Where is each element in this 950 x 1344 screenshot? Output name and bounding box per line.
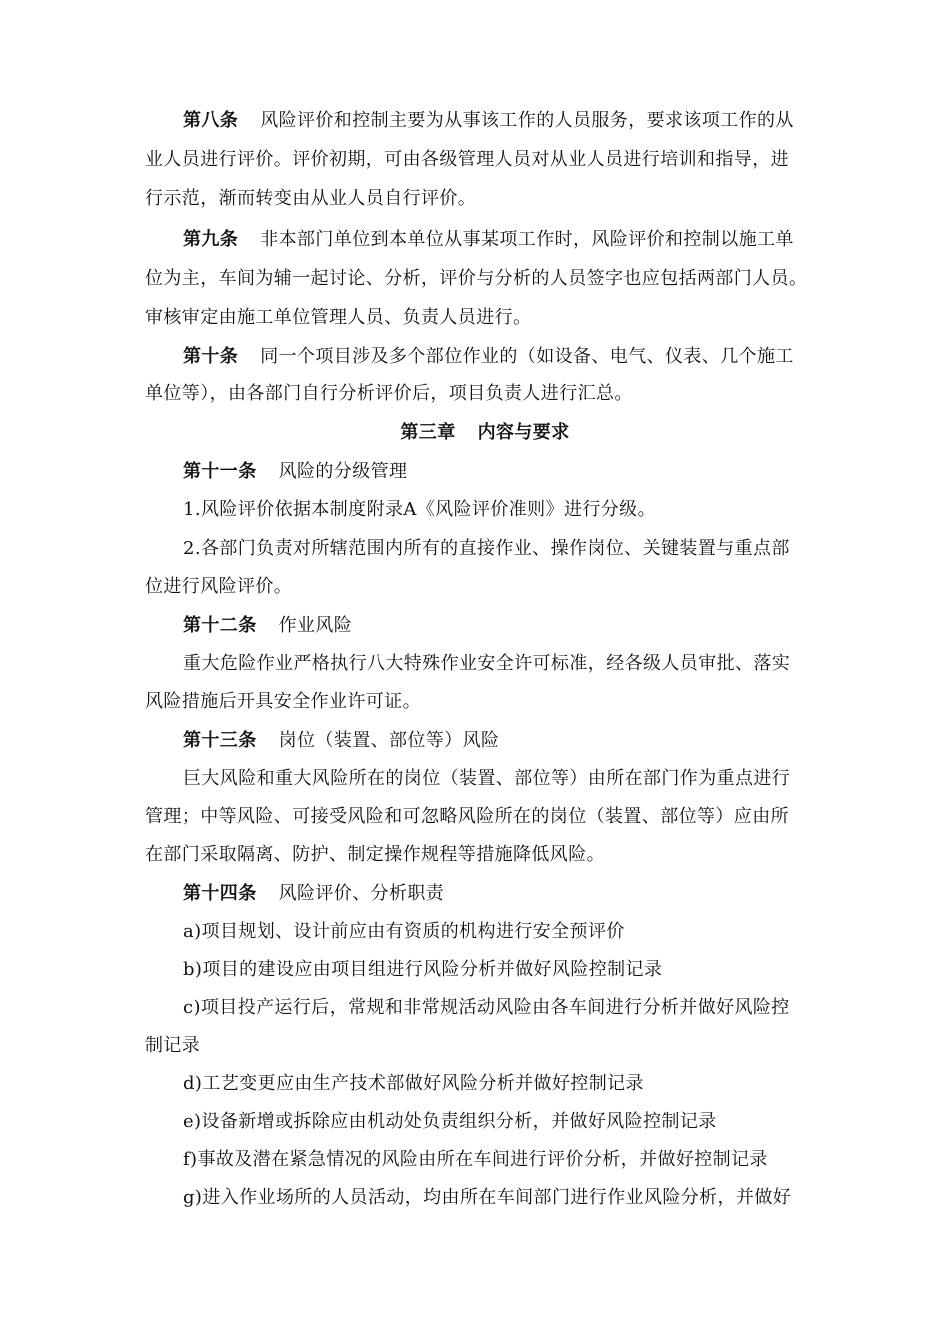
article-14-item-a: a)项目规划、设计前应由有资质的机构进行安全预评价 (183, 921, 625, 942)
article-9-text: 非本部门单位到本单位从事某项工作时，风险评价和控制以施工单 (260, 229, 794, 250)
article-14-item-g: g)进入作业场所的人员活动，均由所在车间部门进行作业风险分析，并做好 (183, 1187, 792, 1208)
article-14-item-c-cont: 制记录 (145, 1035, 201, 1056)
article-10-line-2: 单位等），由各部门自行分析评价后，项目负责人进行汇总。 (145, 383, 633, 404)
article-11-item-1: 1.风险评价依据本制度附录A《风险评价准则》进行分级。 (183, 499, 656, 520)
article-14-item-d: d)工艺变更应由生产技术部做好风险分析并做好控制记录 (183, 1073, 644, 1094)
article-12-line-1: 重大危险作业严格执行八大特殊作业安全许可标准，经各级人员审批、落实 (183, 653, 791, 674)
article-14-item-c: c)项目投产运行后，常规和非常规活动风险由各车间进行分析并做好风险控 (183, 997, 790, 1018)
article-11-heading: 第十一条 (183, 461, 257, 482)
article-8-line-2: 业人员进行评价。评价初期，可由各级管理人员对从业人员进行培训和指导，进 (145, 149, 789, 170)
article-9-line-3: 审核审定由施工单位管理人员、负责人员进行。 (145, 307, 532, 328)
chapter-3-title (145, 420, 825, 446)
article-14-item-b: b)项目的建设应由项目组进行风险分析并做好风险控制记录 (183, 959, 663, 980)
article-12-heading-line (183, 613, 825, 639)
chapter-subtitle: 内容与要求 (477, 422, 570, 443)
article-14-item-f: f)事故及潜在紧急情况的风险由所在车间进行评价分析，并做好控制记录 (183, 1149, 768, 1170)
article-11-item-2-cont: 位进行风险评价。 (145, 576, 293, 597)
article-14-heading: 第十四条 (183, 883, 257, 904)
article-12-line-2: 风险措施后开具安全作业许可证。 (145, 691, 421, 712)
article-10-text: 同一个项目涉及多个部位作业的（如设备、电气、仪表、几个施工 (260, 346, 794, 367)
article-8-line-3: 行示范，渐而转变由从业人员自行评价。 (145, 188, 477, 209)
article-14-title: 风险评价、分析职责 (278, 883, 445, 904)
article-8-line-1 (183, 108, 825, 134)
article-13-line-3: 在部门采取隔离、防护、制定操作规程等措施降低风险。 (145, 844, 605, 865)
article-12-heading: 第十二条 (183, 615, 257, 636)
article-13-line-1: 巨大风险和重大风险所在的岗位（装置、部位等）由所在部门作为重点进行 (183, 768, 791, 789)
article-8-heading: 第八条 (183, 110, 239, 131)
article-8-text: 风险评价和控制主要为从事该工作的人员服务，要求该项工作的从 (260, 110, 794, 131)
article-13-heading: 第十三条 (183, 730, 257, 751)
article-14-item-e: e)设备新增或拆除应由机动处负责组织分析，并做好风险控制记录 (183, 1111, 717, 1132)
article-9-line-2: 位为主，车间为辅一起讨论、分析，评价与分析的人员签字也应包括两部门人员。 (145, 268, 808, 289)
article-10-line-1 (183, 344, 825, 370)
article-13-title: 岗位（装置、部位等）风险 (278, 730, 500, 751)
article-12-title: 作业风险 (278, 615, 353, 636)
article-11-heading-line (183, 459, 825, 485)
article-13-heading-line (183, 728, 825, 754)
article-14-heading-line (183, 881, 825, 907)
article-10-heading: 第十条 (183, 346, 239, 367)
article-11-title: 风险的分级管理 (278, 461, 408, 482)
article-13-line-2: 管理；中等风险、可接受风险和可忽略风险所在的岗位（装置、部位等）应由所 (145, 806, 789, 827)
chapter-number: 第三章 (400, 422, 456, 443)
article-9-line-1 (183, 227, 825, 253)
article-11-item-2: 2.各部门负责对所辖范围内所有的直接作业、操作岗位、关键装置与重点部 (183, 538, 790, 559)
article-9-heading: 第九条 (183, 229, 239, 250)
